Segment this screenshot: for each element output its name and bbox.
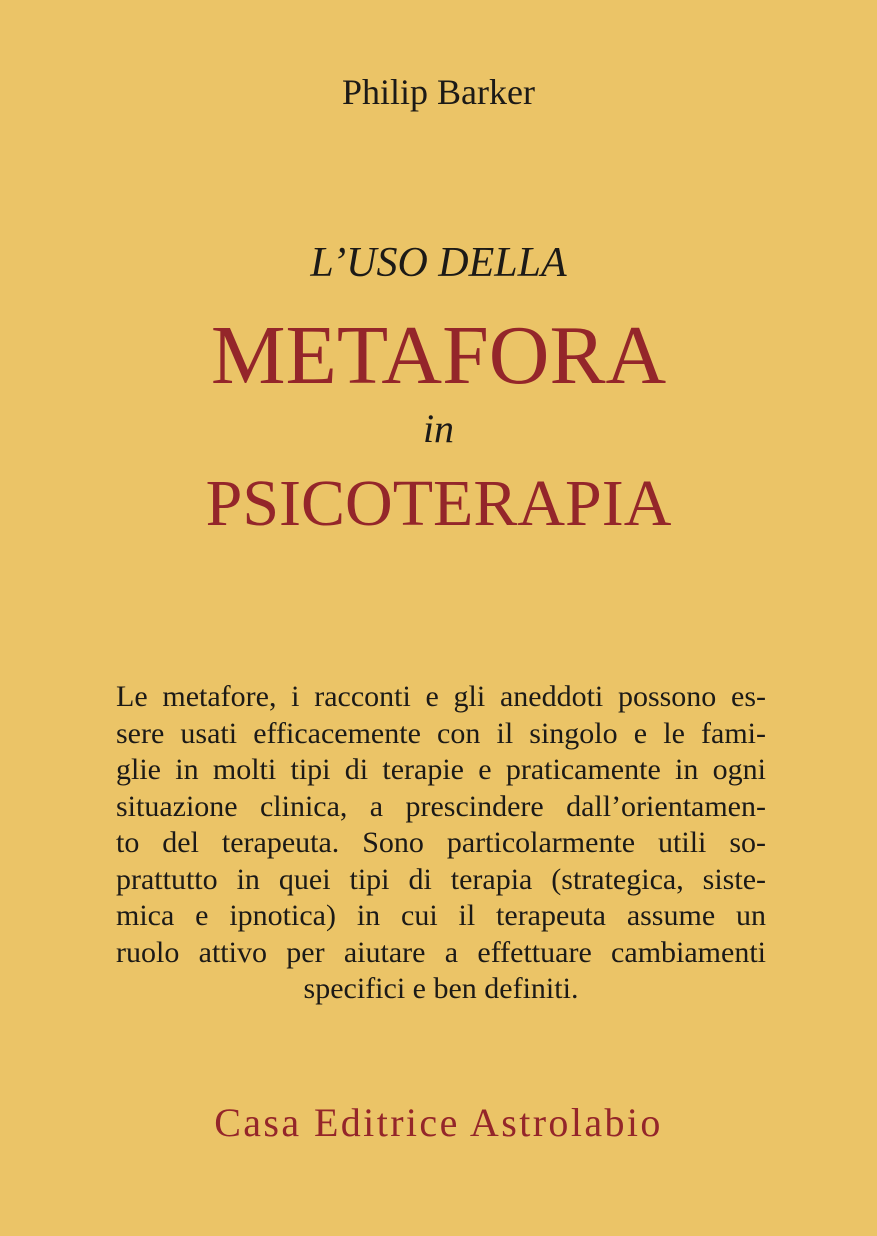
blurb-line: prattutto in quei tipi di terapia (strategica, siste-	[116, 862, 766, 896]
title-line-1: L’USO DELLA	[310, 240, 567, 286]
blurb-line: specifici e ben definiti.	[303, 972, 579, 1005]
author-name: Philip Barker	[342, 72, 535, 112]
blurb-line: mica e ipnotica) in cui il terapeuta assume un	[116, 899, 766, 932]
publisher-name: Casa Editrice Astrolabio	[214, 1100, 663, 1145]
blurb-line: Le metafore, i racconti e gli aneddoti possono es-	[116, 680, 766, 713]
blurb-line: to del terapeuta. Sono particolarmente utili so-	[116, 826, 766, 859]
blurb-line: sere usati efficacemente con il singolo e le fami-	[116, 716, 766, 750]
blurb-text	[116, 679, 766, 1008]
title-line-3: in	[422, 406, 455, 451]
blurb-line: ruolo attivo per aiutare a effettuare cambiamenti	[116, 935, 766, 969]
title-line-4: PSICOTERAPIA	[205, 467, 672, 540]
title-line-2: METAFORA	[210, 309, 667, 402]
blurb-line: glie in molti tipi di terapie e praticamente in ogni	[116, 753, 766, 786]
blurb-line: situazione clinica, a prescindere dall’orientamen-	[116, 789, 766, 823]
